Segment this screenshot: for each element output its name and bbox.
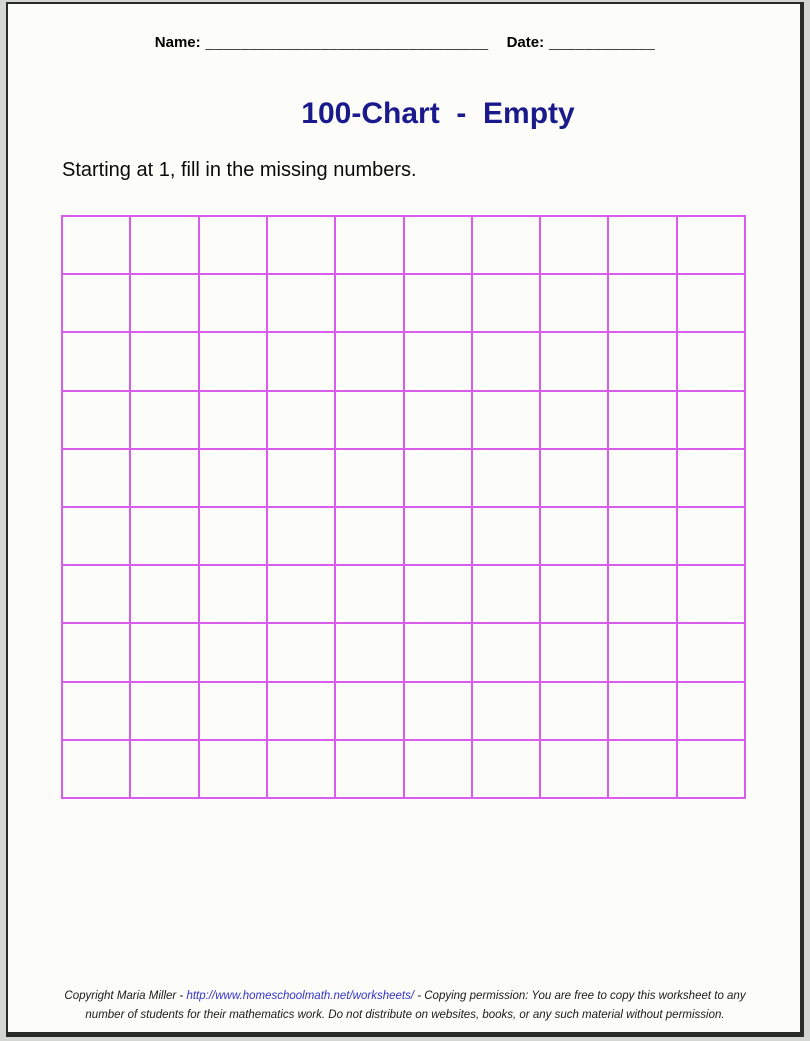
grid-cell <box>268 450 334 506</box>
grid-cell <box>609 624 675 680</box>
grid-cell <box>609 741 675 797</box>
grid-cell <box>200 450 266 506</box>
grid-cell <box>200 624 266 680</box>
copyright-line-1 <box>0 987 810 1006</box>
grid-cell <box>336 508 402 564</box>
grid-cell <box>200 683 266 739</box>
grid-cell <box>200 508 266 564</box>
grid-cell <box>678 508 744 564</box>
grid-cell <box>609 217 675 273</box>
grid-cell <box>63 217 129 273</box>
grid-cell <box>609 333 675 389</box>
grid-cell <box>473 683 539 739</box>
grid-cell <box>405 392 471 448</box>
grid-cell <box>609 683 675 739</box>
grid-cell <box>336 624 402 680</box>
grid-cell <box>541 741 607 797</box>
grid-cell <box>336 741 402 797</box>
grid-cell <box>609 508 675 564</box>
grid-cell <box>63 624 129 680</box>
grid-cell <box>473 741 539 797</box>
grid-cell <box>63 683 129 739</box>
grid-cell <box>405 450 471 506</box>
grid-cell <box>268 392 334 448</box>
grid-cell <box>473 392 539 448</box>
grid-cell <box>336 392 402 448</box>
hundred-chart-grid <box>61 215 746 799</box>
grid-cell <box>63 333 129 389</box>
grid-cell <box>63 450 129 506</box>
grid-cell <box>541 624 607 680</box>
grid-cell <box>131 333 197 389</box>
grid-cell <box>541 450 607 506</box>
worksheets-link[interactable]: http://www.homeschoolmath.net/worksheets/ <box>186 990 415 1002</box>
grid-cell <box>268 333 334 389</box>
grid-cell <box>200 566 266 622</box>
name-date-row <box>0 34 810 51</box>
grid-cell <box>336 275 402 331</box>
grid-cell <box>541 392 607 448</box>
grid-cell <box>200 275 266 331</box>
grid-cell <box>131 683 197 739</box>
grid-cell <box>268 683 334 739</box>
grid-cell <box>131 450 197 506</box>
grid-cell <box>678 392 744 448</box>
grid-cell <box>200 741 266 797</box>
copyright-text-prefix: Copyright Maria Miller - <box>64 990 187 1002</box>
grid-cell <box>678 624 744 680</box>
grid-cell <box>268 624 334 680</box>
grid-cell <box>405 275 471 331</box>
grid-cell <box>405 508 471 564</box>
grid-cell <box>473 508 539 564</box>
grid-cell <box>678 683 744 739</box>
grid-cell <box>131 275 197 331</box>
copyright-text-suffix: - Copying permission: You are free to copy this worksheet to any <box>414 990 746 1002</box>
grid-cell <box>678 275 744 331</box>
grid-cell <box>541 217 607 273</box>
grid-cell <box>63 275 129 331</box>
grid-cell <box>678 450 744 506</box>
name-blank-line: ________________________________ <box>205 34 489 51</box>
grid-cell <box>678 333 744 389</box>
grid-cell <box>131 566 197 622</box>
grid-cell <box>63 508 129 564</box>
grid-cell <box>609 450 675 506</box>
grid-cell <box>63 392 129 448</box>
grid-cell <box>678 566 744 622</box>
grid-cell <box>405 566 471 622</box>
grid-cell <box>336 217 402 273</box>
grid-cell <box>200 333 266 389</box>
name-label: Name: <box>154 34 201 51</box>
grid-cell <box>473 217 539 273</box>
grid-cell <box>473 450 539 506</box>
grid-cell <box>131 508 197 564</box>
grid-cell <box>541 566 607 622</box>
grid-cell <box>131 624 197 680</box>
grid-cell <box>541 275 607 331</box>
grid-cell <box>541 508 607 564</box>
grid-cell <box>131 741 197 797</box>
grid-cell <box>336 683 402 739</box>
grid-cell <box>678 741 744 797</box>
grid-cell <box>63 741 129 797</box>
grid-cell <box>609 275 675 331</box>
grid-cell <box>473 275 539 331</box>
instruction-text: Starting at 1, fill in the missing numbers. <box>62 159 417 181</box>
grid-cell <box>405 217 471 273</box>
grid-cell <box>336 566 402 622</box>
grid-cell <box>473 624 539 680</box>
grid-cell <box>405 683 471 739</box>
copyright-line-2: number of students for their mathematics work. Do not distribute on websites, books, or any such material without permission. <box>85 1009 725 1021</box>
grid-cell <box>200 392 266 448</box>
grid-cell <box>268 508 334 564</box>
date-blank-line: ____________ <box>549 34 656 51</box>
grid-cell <box>268 741 334 797</box>
grid-cell <box>473 333 539 389</box>
grid-cell <box>268 217 334 273</box>
date-label: Date: <box>506 34 545 51</box>
grid-cell <box>336 450 402 506</box>
grid-cell <box>268 566 334 622</box>
grid-cell <box>609 566 675 622</box>
grid-cell <box>678 217 744 273</box>
grid-cell <box>336 333 402 389</box>
grid-cell <box>609 392 675 448</box>
grid-cell <box>405 624 471 680</box>
grid-cell <box>405 333 471 389</box>
grid-cell <box>131 392 197 448</box>
grid-cell <box>200 217 266 273</box>
grid-cell <box>405 741 471 797</box>
copyright-footer <box>0 987 810 1025</box>
worksheet-title: 100-Chart - Empty <box>301 97 575 130</box>
grid-cell <box>541 683 607 739</box>
grid-cell <box>541 333 607 389</box>
grid-cell <box>268 275 334 331</box>
grid-cell <box>473 566 539 622</box>
grid-cell <box>131 217 197 273</box>
grid-cell <box>63 566 129 622</box>
